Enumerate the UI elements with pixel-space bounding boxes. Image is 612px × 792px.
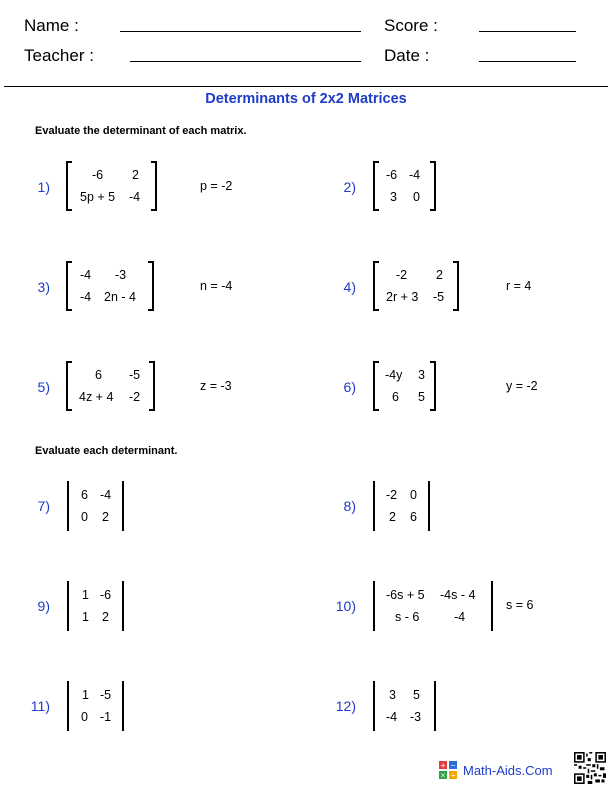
determinant xyxy=(67,581,124,631)
matrix-cell: 2 xyxy=(132,168,139,182)
matrix-cell: -4 xyxy=(409,168,421,182)
qr-code-icon xyxy=(574,752,606,784)
problem-number: 6) xyxy=(343,379,356,395)
matrix-cell: -4 xyxy=(129,190,141,204)
matrix-cell: -2 xyxy=(396,268,408,282)
score-line[interactable] xyxy=(479,31,576,32)
matrix-cell: -4 xyxy=(100,488,112,502)
matrix-cell: -6s + 5 xyxy=(386,588,425,602)
matrix-cell: -4 xyxy=(80,268,92,282)
matrix-cell: s - 6 xyxy=(395,610,420,624)
matrix-cell: 5 xyxy=(413,688,420,702)
problem-number: 9) xyxy=(37,598,50,614)
matrix-cell: 2 xyxy=(102,510,109,524)
determinant xyxy=(67,481,124,531)
determinant xyxy=(373,481,430,531)
date-label: Date : xyxy=(384,46,430,65)
variable-condition: n = -4 xyxy=(200,279,233,293)
matrix-cell: 6 xyxy=(95,368,102,382)
matrix-cell: 0 xyxy=(81,510,88,524)
problem-number: 4) xyxy=(343,279,356,295)
matrix-cell: 1 xyxy=(82,588,89,602)
score-label: Score : xyxy=(384,16,438,35)
matrix xyxy=(373,161,436,211)
matrix-cell: 0 xyxy=(410,488,417,502)
teacher-label: Teacher : xyxy=(24,46,94,65)
problem-number: 3) xyxy=(37,279,50,295)
matrix-cell: -5 xyxy=(100,688,112,702)
determinant xyxy=(373,681,436,731)
matrix xyxy=(373,261,459,311)
worksheet-title: Determinants of 2x2 Matrices xyxy=(205,91,407,107)
problem-number: 5) xyxy=(37,379,50,395)
matrix-cell: -4y xyxy=(385,368,403,382)
matrix-cell: 0 xyxy=(81,710,88,724)
variable-condition: s = 6 xyxy=(506,598,534,612)
svg-text:÷: ÷ xyxy=(450,771,456,779)
math-aids-logo-icon xyxy=(439,761,457,779)
variable-condition: z = -3 xyxy=(200,379,232,393)
matrix xyxy=(373,361,436,411)
matrix-cell: -4 xyxy=(80,290,92,304)
matrix xyxy=(66,361,155,411)
name-label: Name : xyxy=(24,16,79,35)
matrix-cell: 5 xyxy=(418,390,425,404)
matrix-cell: 5p + 5 xyxy=(80,190,116,204)
matrix-cell: 1 xyxy=(82,688,89,702)
problem-number: 1) xyxy=(37,179,50,195)
matrix-cell: 2n - 4 xyxy=(104,290,136,304)
instructions-part1: Evaluate the determinant of each matrix. xyxy=(35,125,247,137)
problem-number: 2) xyxy=(343,179,356,195)
matrix-cell: 6 xyxy=(410,510,417,524)
variable-condition: y = -2 xyxy=(506,379,538,393)
problem-number: 7) xyxy=(37,498,50,514)
matrix-cell: 2 xyxy=(436,268,443,282)
problem-number: 10) xyxy=(335,598,356,614)
matrix xyxy=(66,261,154,311)
variable-condition: p = -2 xyxy=(200,179,233,193)
instructions-part2: Evaluate each determinant. xyxy=(35,445,178,457)
determinant xyxy=(373,581,493,631)
svg-text:+: + xyxy=(440,761,446,770)
matrix-cell: -4 xyxy=(454,610,466,624)
matrix xyxy=(66,161,157,211)
teacher-line[interactable] xyxy=(130,61,361,62)
matrix-cell: 3 xyxy=(390,190,397,204)
problem-number: 8) xyxy=(343,498,356,514)
matrix-cell: 2 xyxy=(389,510,396,524)
svg-text:×: × xyxy=(440,771,446,779)
matrix-cell: -3 xyxy=(410,710,422,724)
date-line[interactable] xyxy=(479,61,576,62)
math-aids-link[interactable]: Math-Aids.Com xyxy=(463,763,553,778)
matrix-cell: 0 xyxy=(413,190,420,204)
variable-condition: r = 4 xyxy=(506,279,532,293)
matrix-cell: -6 xyxy=(100,588,112,602)
matrix-cell: -3 xyxy=(115,268,127,282)
matrix-cell: -1 xyxy=(100,710,112,724)
problem-number: 12) xyxy=(335,698,356,714)
matrix-cell: -2 xyxy=(386,488,398,502)
matrix-cell: -5 xyxy=(129,368,141,382)
problem-number: 11) xyxy=(30,698,50,714)
matrix-cell: 6 xyxy=(392,390,399,404)
matrix-cell: 4z + 4 xyxy=(79,390,114,404)
matrix-cell: 6 xyxy=(81,488,88,502)
matrix-cell: 2r + 3 xyxy=(386,290,419,304)
determinant xyxy=(67,681,124,731)
matrix-cell: 3 xyxy=(418,368,425,382)
header-divider xyxy=(4,86,608,87)
matrix-cell: -4s - 4 xyxy=(440,588,476,602)
svg-text:−: − xyxy=(450,761,456,770)
matrix-cell: 3 xyxy=(389,688,396,702)
matrix-cell: -5 xyxy=(433,290,445,304)
matrix-cell: -6 xyxy=(386,168,398,182)
name-line[interactable] xyxy=(120,31,361,32)
matrix-cell: -2 xyxy=(129,390,141,404)
matrix-cell: 1 xyxy=(82,610,89,624)
matrix-cell: -6 xyxy=(92,168,104,182)
matrix-cell: -4 xyxy=(386,710,398,724)
matrix-cell: 2 xyxy=(102,610,109,624)
